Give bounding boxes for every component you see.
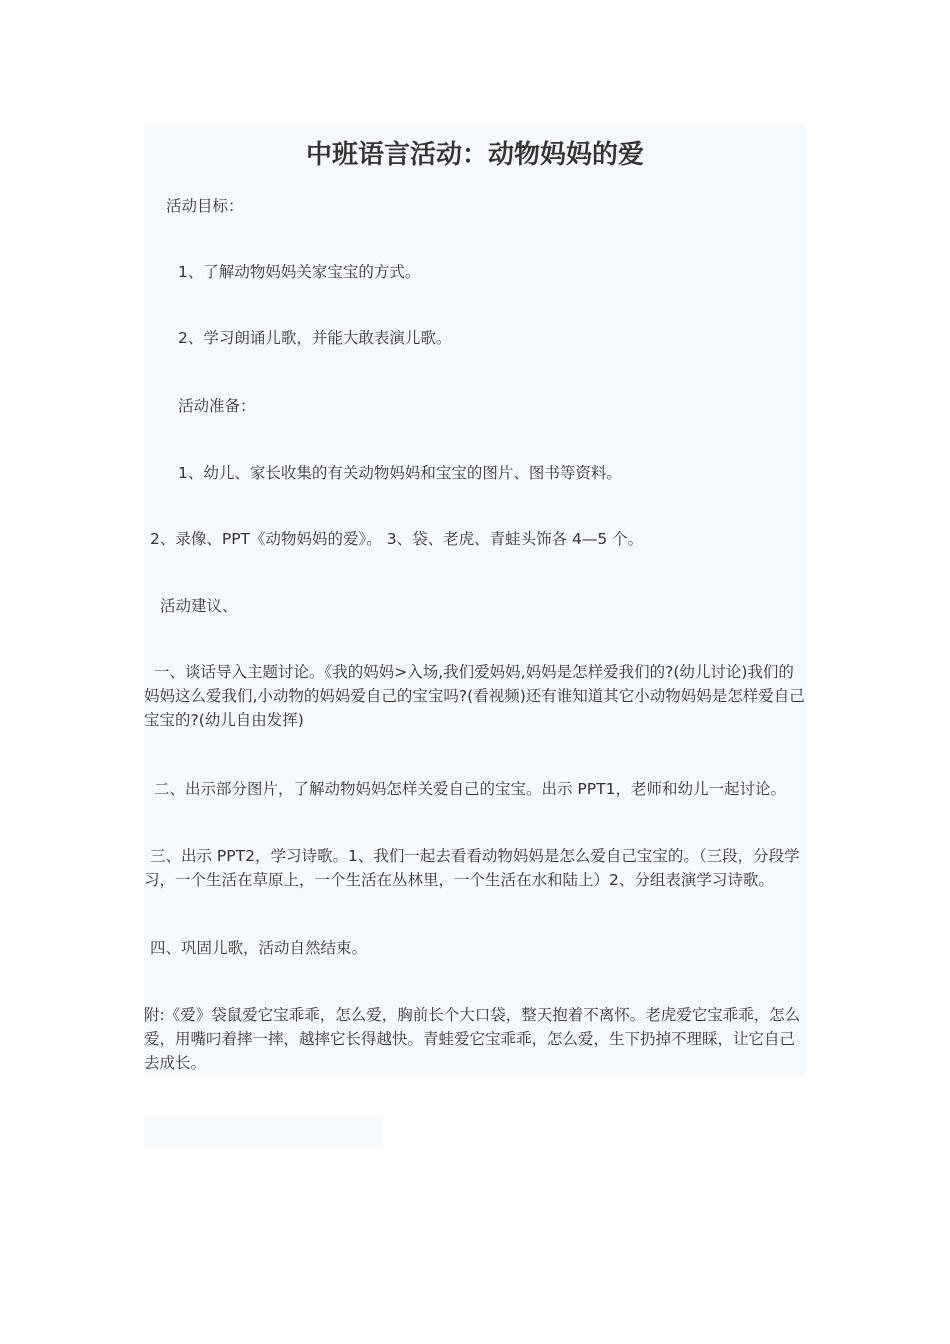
section-heading-preparation: 活动准备： [178, 397, 256, 415]
appendix-poem-paragraph: 附:《爱》袋鼠爱它宝乖乖，怎么爱，胸前长个大口袋，整天抱着不离怀。老虎爱它宝乖乖，怎么爱，用嘴叼着摔一摔，越摔它长得越快。青蛙爱它宝乖乖，怎么爱，生下扔掉不理睬，让它自己去成长。 [144, 1006, 801, 1072]
preparation-item-1: 1、幼儿、家长收集的有关动物妈妈和宝宝的图片、图书等资料。 [178, 464, 622, 482]
goal-item-1: 1、了解动物妈妈关家宝宝的方式。 [178, 263, 421, 281]
section-heading-goals: 活动目标： [166, 197, 244, 215]
section-heading-suggestions: 活动建议、 [160, 597, 238, 615]
empty-shaded-block [144, 1117, 383, 1147]
document-title: 中班语言活动：动物妈妈的爱 [305, 140, 644, 170]
preparation-item-2: 2、录像、PPT《动物妈妈的爱》。 3、袋、老虎、青蛙头饰各 4—5 个。 [150, 530, 644, 548]
step-1-paragraph: 一、谈话导入主题讨论。《我的妈妈>入场,我们爱妈妈,妈妈是怎样爱我们的?(幼儿讨论)我们的妈妈这么爱我们,小动物的妈妈爱自己的宝宝吗?(看视频)还有谁知道其它小动物妈妈是怎样爱自己宝宝的?(幼儿自由发挥) [144, 663, 805, 729]
step-3-paragraph: 三、出示 PPT2，学习诗歌。1、我们一起去看看动物妈妈是怎么爱自己宝宝的。（三段，分段学习，一个生活在草原上，一个生活在丛林里，一个生活在水和陆上）2、分组表演学习诗歌。 [144, 847, 800, 889]
step-4-paragraph: 四、巩固儿歌，活动自然结束。 [150, 939, 368, 957]
goal-item-2: 2、学习朗诵儿歌，并能大敢表演儿歌。 [178, 329, 452, 347]
step-2-paragraph: 二、出示部分图片，了解动物妈妈怎样关爱自己的宝宝。出示 PPT1，老师和幼儿一起讨论。 [154, 780, 786, 798]
